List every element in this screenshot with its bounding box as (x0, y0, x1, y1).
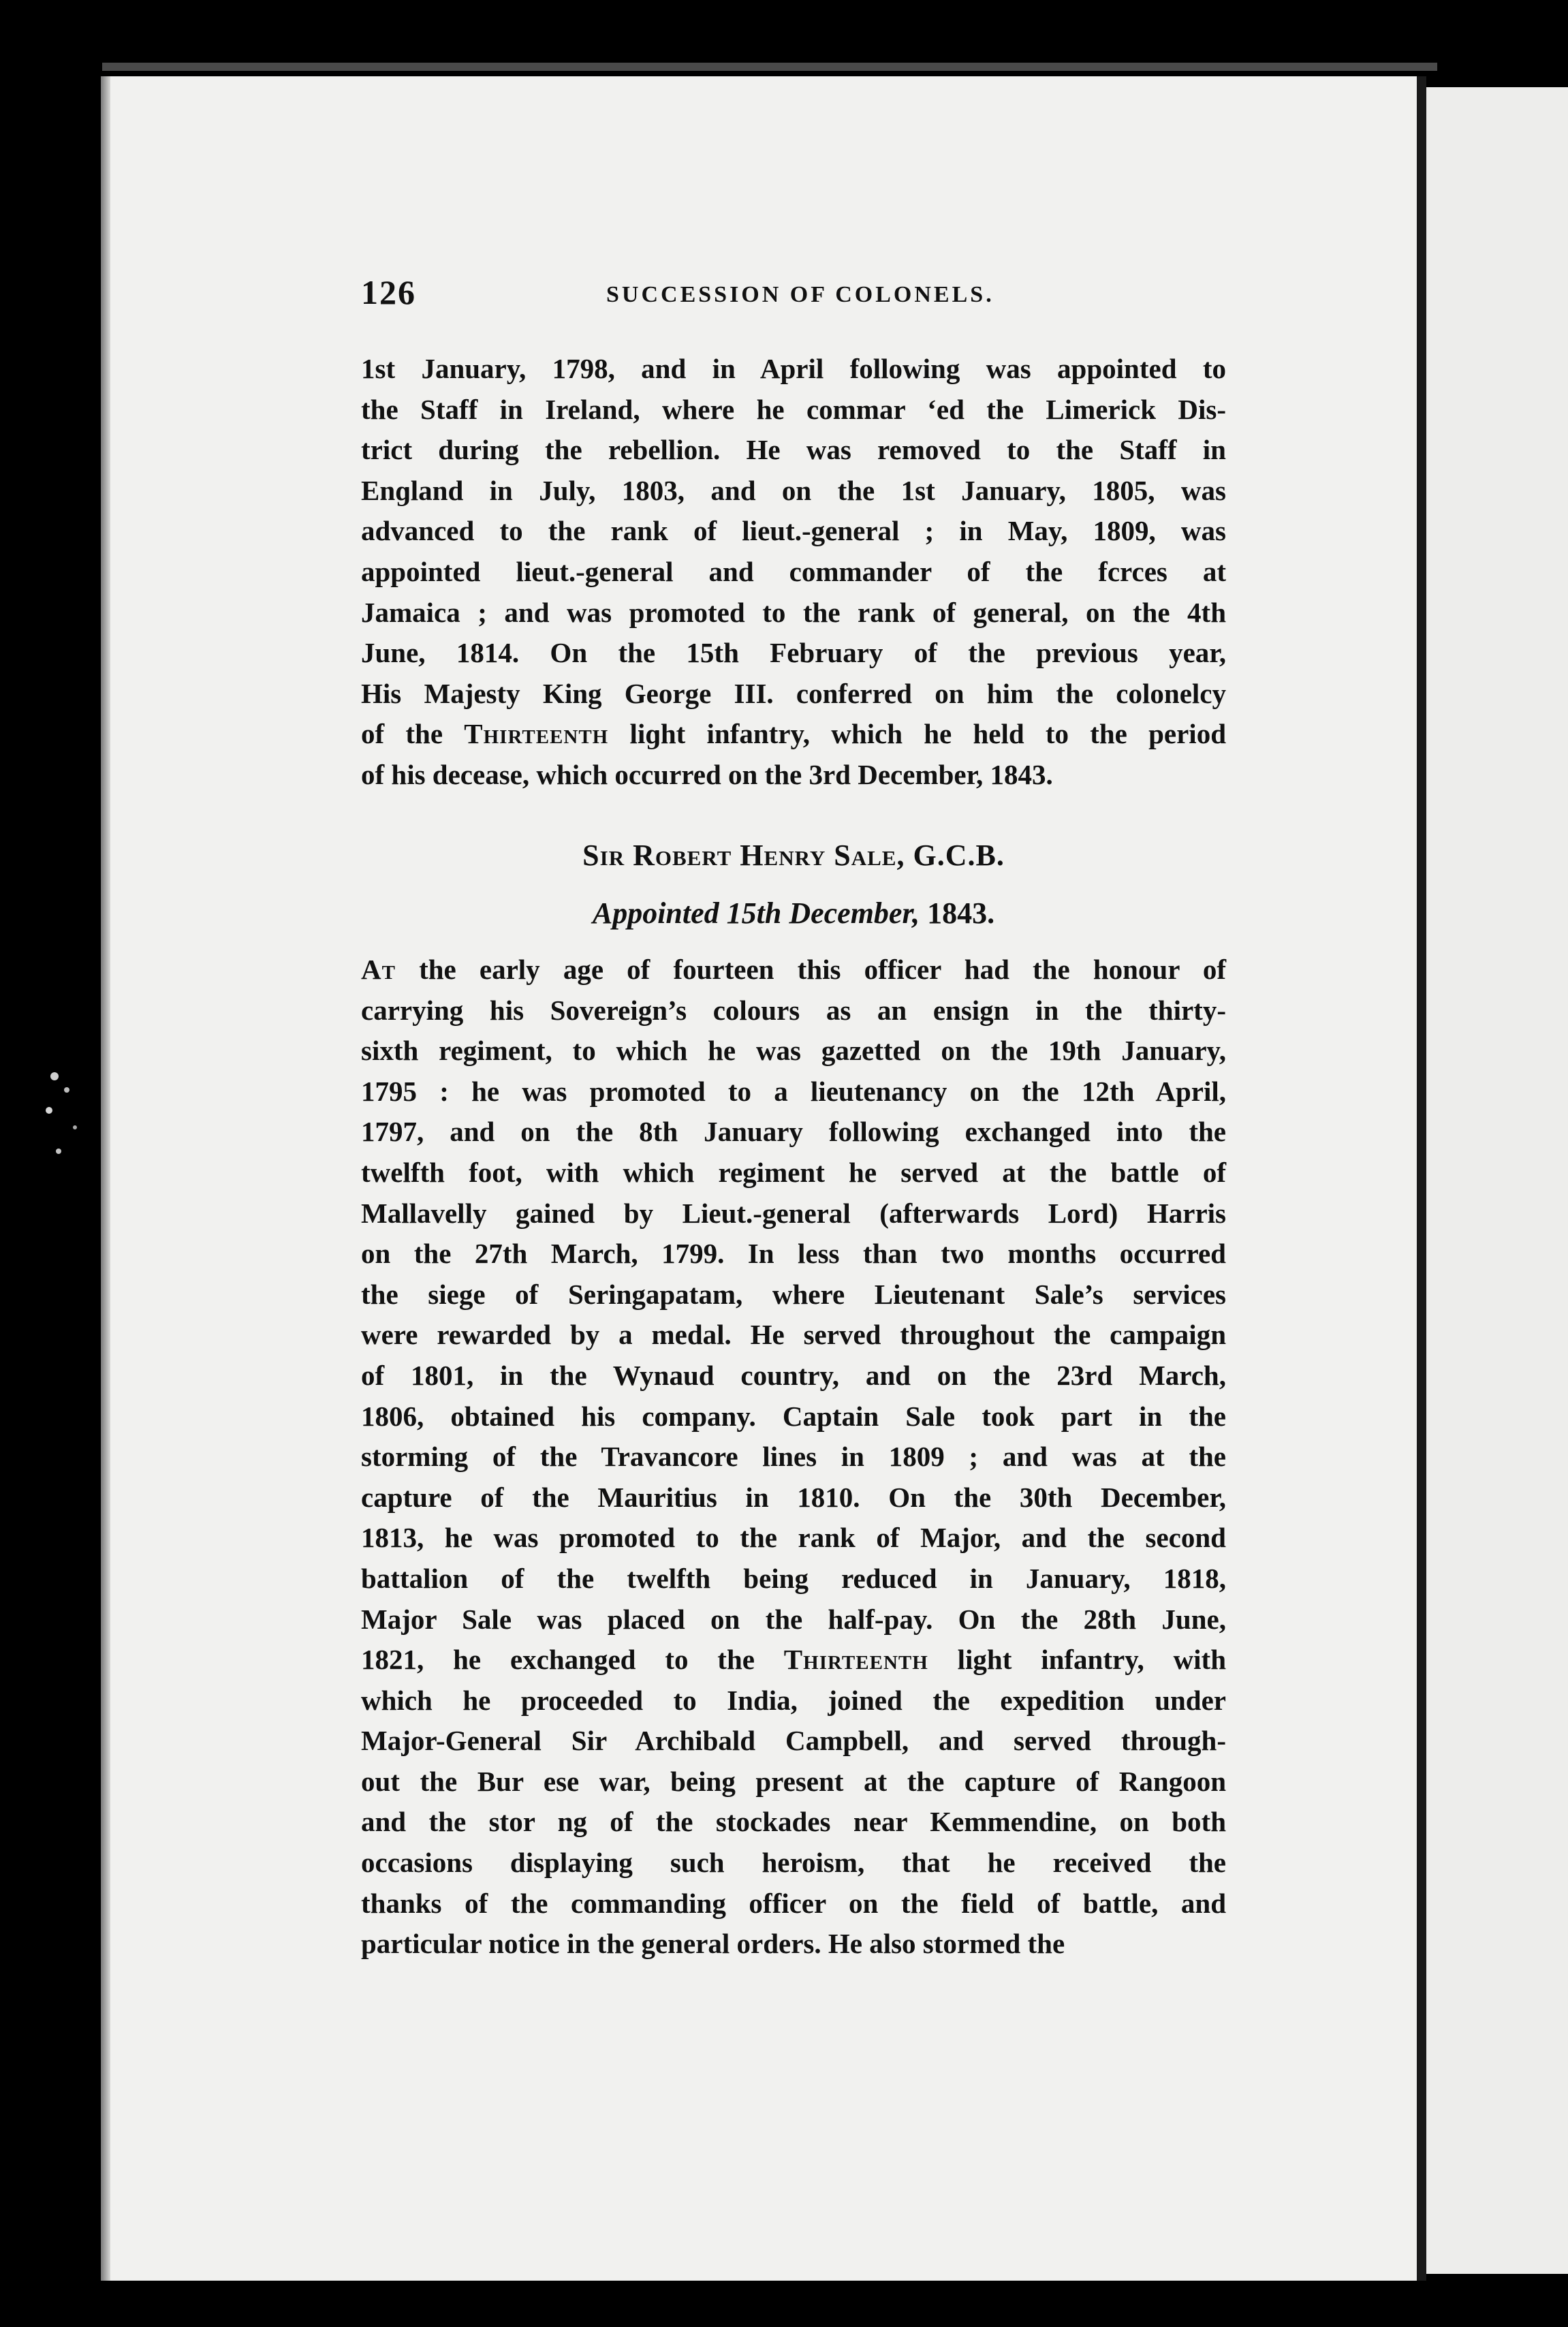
drop-word: At (361, 954, 396, 985)
text-line: 1795 : he was promoted to a lieutenancy on the 12th April, (361, 1075, 1226, 1107)
page-left-edge (101, 76, 110, 2281)
paragraph-1 (361, 349, 1226, 796)
running-head: SUCCESSION OF COLONELS. (606, 282, 994, 307)
text-fragment: the early age of fourteen this officer had the honour of (395, 954, 1226, 985)
text-line: His Majesty King George III. conferred on him the colonelcy (361, 677, 1226, 709)
text-line: on the 27th March, 1799. In less than two months occurred (361, 1238, 1226, 1270)
text-line: of 1801, in the Wynaud country, and on the 23rd March, (361, 1359, 1226, 1391)
text-line: battalion of the twelfth being reduced in January, 1818, (361, 1562, 1226, 1594)
text-line: June, 1814. On the 15th February of the previous year, (361, 637, 1226, 669)
text-line (361, 1640, 1226, 1681)
text-line: thanks of the commanding officer on the field of battle, and (361, 1887, 1226, 1919)
text-line: particular notice in the general orders. He also stormed the (361, 1928, 1065, 1960)
text-line: Mallavelly gained by Lieut.-general (afterwards Lord) Harris (361, 1197, 1226, 1229)
text-line: capture of the Mauritius in 1810. On the 30th December, (361, 1481, 1226, 1513)
appointed-date: 15th December, (726, 896, 920, 930)
paragraph-2 (361, 950, 1226, 1965)
text-line: of his decease, which occurred on the 3rd December, 1843. (361, 758, 1053, 790)
text-line: appointed lieut.-general and commander of the fcrces at (361, 555, 1226, 587)
text-line: which he proceeded to India, joined the expedition under (361, 1684, 1226, 1716)
text-line: 1797, and on the 8th January following exchanged into the (361, 1116, 1226, 1148)
text-line: occasions displaying such heroism, that he received the (361, 1847, 1226, 1879)
text-line: sixth regiment, to which he was gazetted on the 19th January, (361, 1035, 1226, 1067)
text-line: carrying his Sovereign’s colours as an ensign in the thirty- (361, 994, 1226, 1026)
text-line: the Staff in Ireland, where he commar ‘ed the Limerick Dis- (361, 393, 1226, 425)
gutter-shadow (1417, 76, 1426, 2281)
text-line: 1806, obtained his company. Captain Sale took part in the (361, 1400, 1226, 1432)
text-line (361, 950, 1226, 990)
text-line: were rewarded by a medal. He served throughout the campaign (361, 1319, 1226, 1351)
text-line: advanсed to the rank of lieut.-general ; in May, 1809, was (361, 515, 1226, 547)
section-heading-appointed (361, 896, 1226, 931)
text-line: the siege of Seringapatam, where Lieutenant Sale’s services (361, 1278, 1226, 1310)
text-line: Major Sale was placed on the half-pay. On the 28th June, (361, 1603, 1226, 1635)
text-fragment: light infantry, with (928, 1644, 1226, 1676)
appointed-year: 1843. (927, 896, 995, 930)
appointed-label: Appointed (592, 896, 719, 930)
scan-specks (34, 1063, 95, 1172)
text-line (361, 714, 1226, 755)
page-header (361, 272, 1226, 320)
text-line: twelfth foot, with which regiment he served at the battle of (361, 1156, 1226, 1188)
text-line: out the Bur ese war, being present at the capture of Rangoon (361, 1765, 1226, 1797)
top-rule (102, 63, 1437, 71)
text-line: Major-General Sir Archibald Campbell, and served through- (361, 1725, 1226, 1757)
text-line: trict during the rebellion. He was removed to the Staff in (361, 434, 1226, 466)
small-caps-word: Thirteenth (783, 1644, 928, 1676)
text-line: 1st January, 1798, and in April following was appointed to (361, 353, 1226, 384)
text-fragment: liɡht infantry, which he held to the period (608, 718, 1226, 750)
text-fragment: of the (361, 718, 465, 750)
text-line: Jamaica ; and was promoted to the rank of general, on the 4th (361, 596, 1226, 628)
facing-page-edge (1426, 87, 1568, 2274)
text-line: Enɡland in July, 1803, and on the 1st January, 1805, was (361, 474, 1226, 506)
small-caps-word: Thirteenth (464, 718, 609, 750)
section-heading-name: Sir Robert Henry Sale, G.C.B. (582, 839, 1005, 872)
text-line: 1813, he was promoted to the rank of Major, and the second (361, 1522, 1226, 1554)
text-line: storming of the Travancore lines in 1809 ; and was at the (361, 1441, 1226, 1473)
text-fragment: 1821, he exchanged to the (361, 1644, 784, 1676)
text-line: and the stor ng of the stockades near Kemmendine, on both (361, 1806, 1226, 1838)
page-number: 126 (361, 273, 416, 311)
